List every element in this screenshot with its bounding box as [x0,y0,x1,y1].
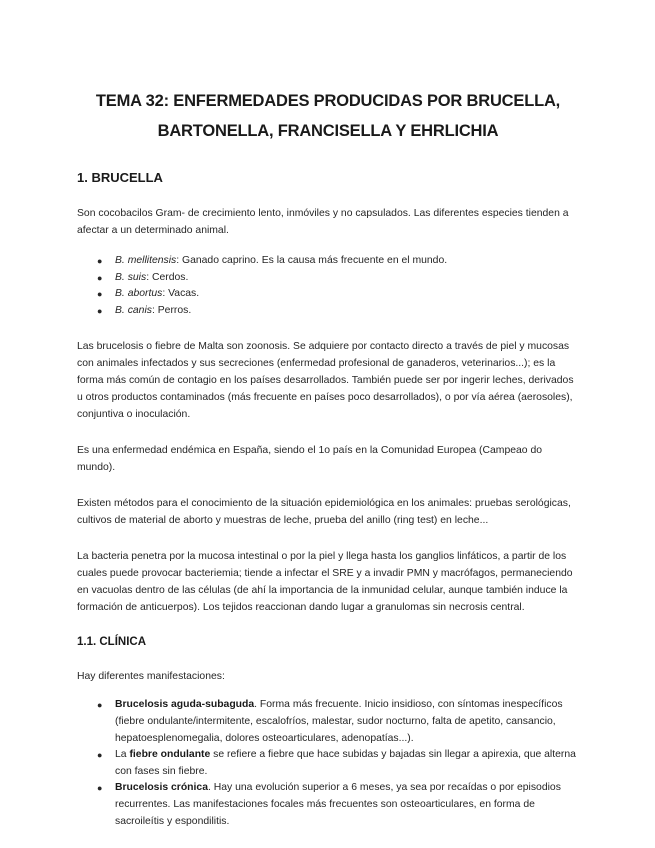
bullet-icon: ● [97,750,103,761]
clinical-list [77,697,579,830]
paragraph-methods: Existen métodos para el conocimiento de la situación epidemiológica en los animales: pruebas serológicas, cultivos de material de aborto y muestras de leche, prueba del anillo (ring test) en leche... [77,498,571,527]
paragraph-zoonosis: Las brucelosis o fiebre de Malta son zoonosis. Se adquiere por contacto directo a través de piel y mucosas con animales infectados y sus secreciones (enfermedad profesional de ganaderos, veterinarios...); es la forma más común de contagio en los países desarrollados. También puede ser por ingerir leches, derivados u otros productos contaminados (más frecuente en países poco desarrollados), o por vía aérea (aerosoles), conjuntiva o inoculación. [77,341,574,421]
bullet-icon: ● [97,783,103,794]
bullet-icon: ● [97,272,103,283]
list-item: ● B. suis: Cerdos. [115,270,579,287]
species-name: B. suis [115,271,147,283]
list-item: ● B. abortus: Vacas. [115,286,579,303]
species-name: B. mellitensis [115,255,177,266]
list-item: ● B. canis: Perros. [115,303,579,320]
species-list [77,253,579,319]
document-title [77,86,579,146]
bullet-icon: ● [97,700,103,711]
list-item: ● Brucelosis aguda-subaguda. Forma más frecuente. Inicio insidioso, con síntomas inespecíficos (fiebre ondulante/intermitente, escalofríos, malestar, sudor nocturno, falta de apetito, cansancio, hepatoesplenomegalia, dolores osteoarticulares, adenopatías...). [97,699,563,744]
bullet-icon: ● [97,305,103,316]
brucella-intro: Son cocobacilos Gram- de crecimiento lento, inmóviles y no capsulados. Las diferentes especies tienden a afectar a un determinado animal. [77,208,569,236]
list-item: ● B. mellitensis: Ganado caprino. Es la causa más frecuente en el mundo. [115,253,579,270]
section-heading-brucella: 1. BRUCELLA [77,170,163,185]
bullet-icon: ● [97,289,103,300]
paragraph-endemic: Es una enfermedad endémica en España, siendo el 1o país en la Comunidad Europea (Campeao do mundo). [77,445,543,474]
clinica-intro: Hay diferentes manifestaciones: [77,671,225,683]
paragraph-pathogenesis: La bacteria penetra por la mucosa intestinal o por la piel y llega hasta los ganglios linfáticos, a partir de los cuales puede provocar bacteriemia; tiende a infectar el SRE y a invadir PMN y macrófagos, permaneciendo en vacuolas dentro de las células (de ahí la importancia de la inmunidad celular, aunque también induce la formación de anticuerpos). Los tejidos reaccionan dando lugar a granulomas sin necrosis central. [77,551,573,614]
section-heading-clinica: 1.1. CLÍNICA [77,636,147,649]
list-item: ● Brucelosis crónica. Hay una evolución superior a 6 meses, ya sea por recaídas o por episodios recurrentes. Las manifestaciones focales más frecuentes son osteoarticulares, en forma de sacroileítis y espondilitis. [97,782,561,827]
title-line-2: BARTONELLA, FRANCISELLA Y EHRLICHIA [157,122,499,140]
list-item: ● La fiebre ondulante se refiere a fiebre que hace subidas y bajadas sin llegar a apirexia, que alterna con fases sin fiebre. [97,749,576,777]
bullet-icon: ● [97,256,103,266]
species-name: B. abortus [115,288,163,300]
title-line-1: TEMA 32: ENFERMEDADES PRODUCIDAS POR BRUCELLA, [95,92,561,110]
species-name: B. canis [115,304,152,316]
